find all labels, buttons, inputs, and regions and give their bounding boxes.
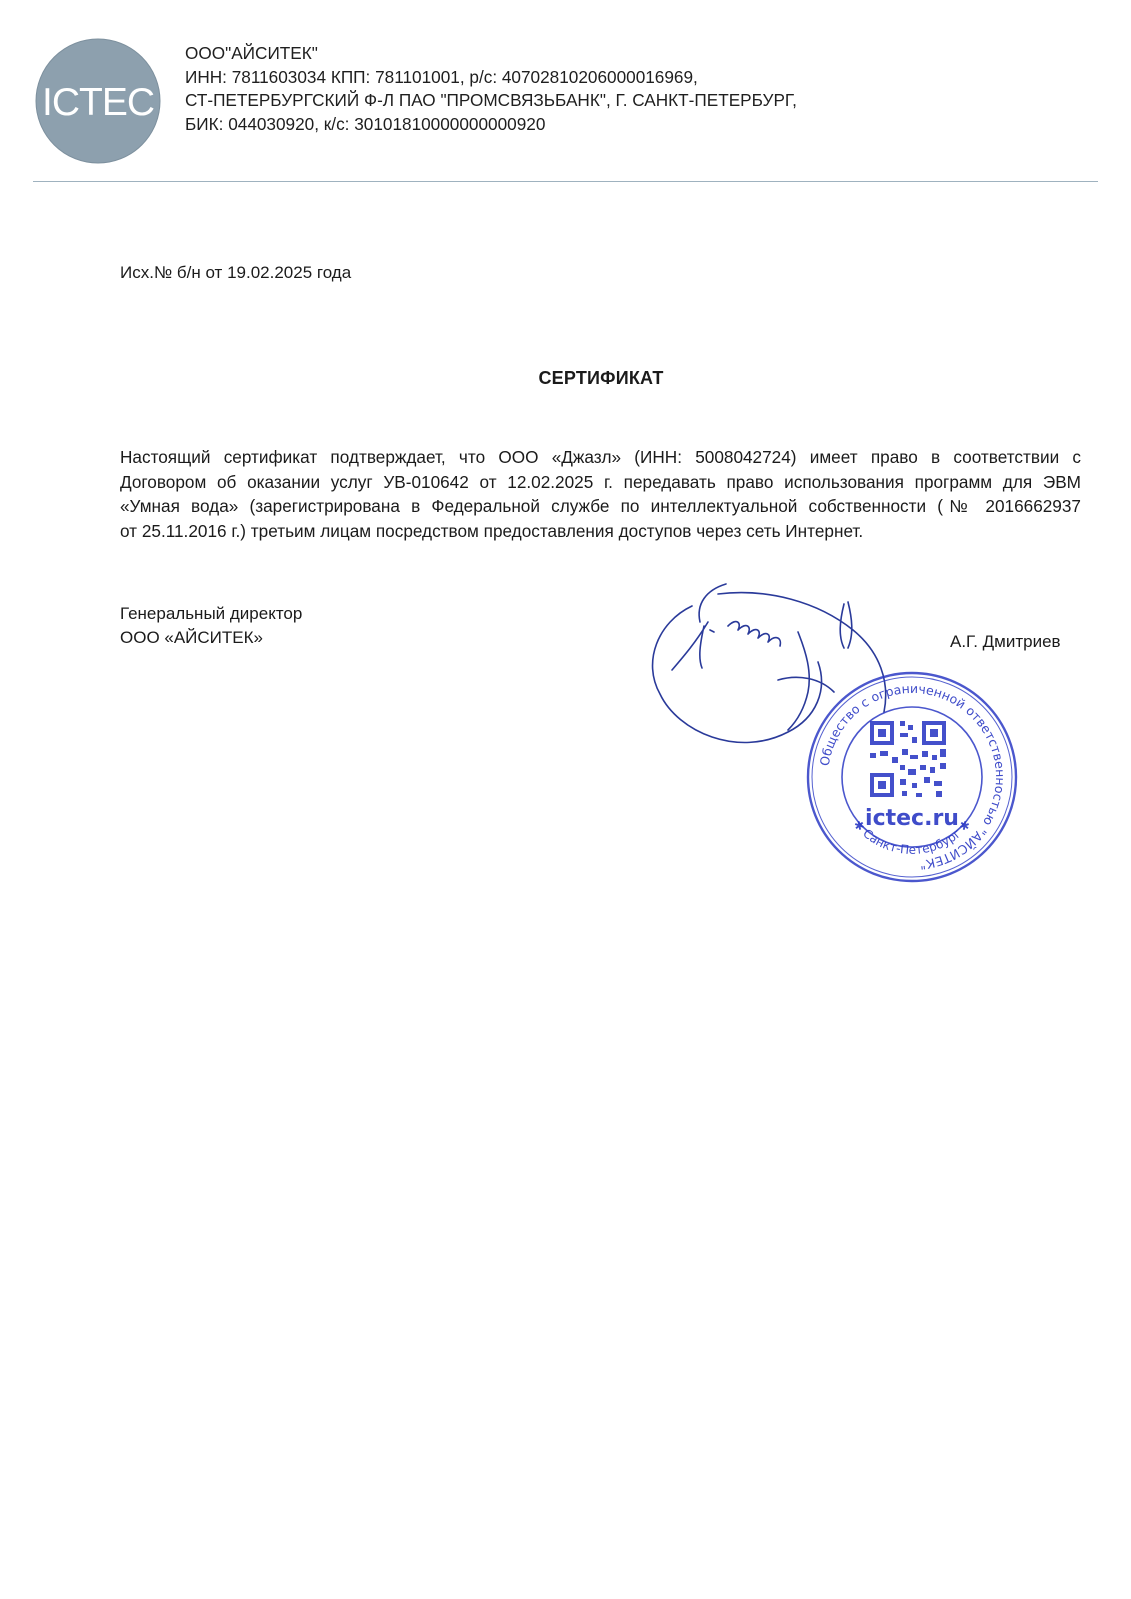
signatory-block: [120, 602, 302, 650]
body-line: Настоящий сертификат подтверждает, что ООО «Джазл» (ИНН: 5008042724) имеет право в соответствии с: [120, 447, 1081, 467]
company-name: ООО"АЙСИТЕК": [185, 43, 318, 63]
company-bank: СТ-ПЕТЕРБУРГСКИЙ Ф-Л ПАО "ПРОМСВЯЗЬБАНК", Г. САНКТ-ПЕТЕРБУРГ,: [185, 90, 797, 110]
outgoing-reference: Исх.№ б/н от 19.02.2025 года: [120, 263, 352, 282]
stamp-site: ictec.ru: [865, 806, 959, 831]
stamp-ring-text: Общество с ограниченной ответственностью "АЙСИТЕК": [816, 680, 1009, 873]
company-bik: БИК: 044030920, к/с: 30101810000000000920: [185, 113, 546, 134]
body-line: от 25.11.2016 г.) третьим лицам посредством предоставления доступов через сеть Интернет.: [120, 520, 864, 541]
signatory-company: ООО «АЙСИТЕК»: [120, 628, 263, 647]
company-stamp: [804, 669, 1020, 885]
company-tax-ids: ИНН: 7811603034 КПП: 781101001, р/с: 40702810206000016969,: [185, 66, 698, 87]
company-logo: [35, 38, 161, 164]
header-divider: [33, 181, 1098, 182]
signatory-name: А.Г. Дмитриев: [950, 632, 1061, 651]
qr-code-icon: [870, 721, 946, 797]
document-title: СЕРТИФИКАТ: [538, 368, 664, 388]
logo-text: ICTEC: [42, 81, 154, 124]
stamp-city: ✱ Санкт-Петербург ✱: [850, 817, 974, 857]
body-line: Договором об оказании услуг УВ-010642 от 12.02.2025 г. передавать право использования программ для ЭВМ: [120, 471, 1081, 492]
signatory-position: Генеральный директор: [120, 604, 303, 623]
certificate-body: [120, 445, 1081, 543]
company-requisites: [185, 42, 797, 136]
body-line: «Умная вода» (зарегистрирована в Федеральной службе по интеллектуальной собственности (№ 2016662937: [120, 496, 1081, 516]
